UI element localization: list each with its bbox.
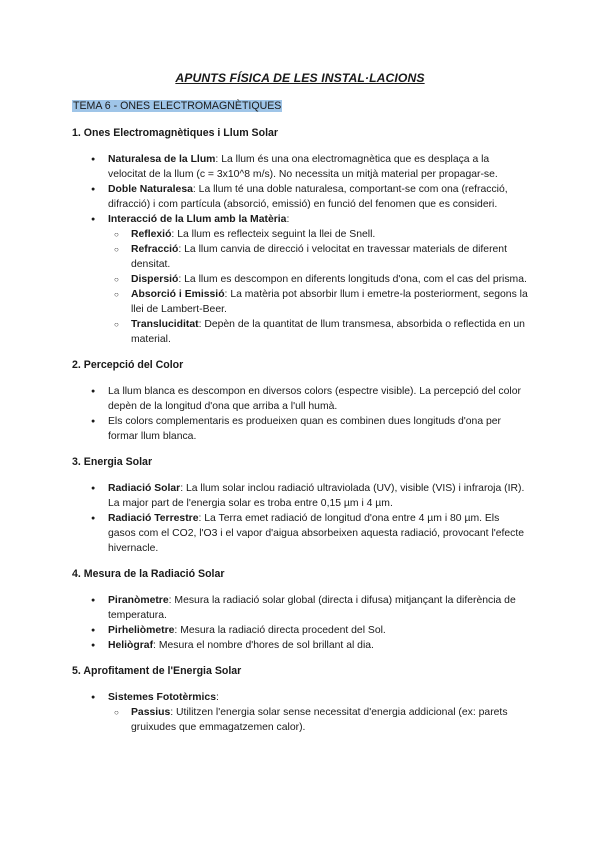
item-term: Refracció [131,244,179,255]
item-text: : Mesura la radiació solar global (directa i difusa) mitjançant la diferència de temperatura. [108,595,516,621]
list-item [108,414,528,444]
section-heading: 3. Energia Solar [72,456,153,468]
item-text: : La llum es descompon en diferents longituds d'ona, com el cas del prisma. [178,274,527,285]
item-text: Els colors complementaris es produeixen quan es combinen dues longituds d'ona per formar llum blanca. [108,416,502,442]
section-heading: 2. Percepció del Color [72,359,184,371]
sub-list-item [131,242,528,272]
item-text: : La llum és una ona electromagnètica que es desplaça a la velocitat de la llum (c = 3x10^8 m/s). No necessita un mitjà material per propagar-se. [108,154,498,180]
tema-line [72,99,528,114]
item-text: : Mesura el nombre d'hores de sol brillant al dia. [153,640,374,651]
item-term: Radiació Solar [108,483,181,494]
list-item [108,593,528,623]
item-term: Dispersió [131,274,179,285]
item-text: : La llum té una doble naturalesa, comportant-se com ona (refracció, difracció) i com partícula (absorció, emissió) en funció del fenomen que es consideri. [108,184,508,210]
item-term: Naturalesa de la Llum [108,154,216,165]
item-text: : Utilitzen l'energia solar sense necessitat d'energia addicional (ex: parets gruixudes que emmagatzemen calor). [131,707,508,733]
item-term: Absorció i Emissió [131,289,225,300]
item-term: Pirheliòmetre [108,625,175,636]
sub-list-item [131,317,528,347]
section-list [72,384,528,444]
section-heading: 1. Ones Electromagnètiques i Llum Solar [72,127,279,139]
item-text: : La matèria pot absorbir llum i emetre-la posteriorment, segons la llei de Lambert-Beer. [131,289,528,315]
document-title: APUNTS FÍSICA DE LES INSTAL·LACIONS [175,71,425,85]
item-term: Heliògraf [108,640,154,651]
section-list [72,690,528,735]
list-item [108,638,528,653]
list-item [108,152,528,182]
list-item [108,511,528,556]
list-item [108,690,528,735]
item-text: : La Terra emet radiació de longitud d'ona entre 4 µm i 80 µm. Els gasos com el CO2, l'O3 i el vapor d'aigua absorbeixen aquesta radiació, provocant l'efecte hivernacle. [108,513,525,554]
item-term: Transluciditat [131,319,199,330]
item-text: : Mesura la radiació directa procedent del Sol. [174,625,386,636]
list-item [108,623,528,638]
item-term: Interacció de la Llum amb la Matèria [108,214,287,225]
sub-list-item [131,705,528,735]
item-text: La llum blanca es descompon en diversos colors (espectre visible). La percepció del color depèn de la longitud d'ona que arriba a l'ull humà. [108,386,521,412]
tema-highlight: TEMA 6 - ONES ELECTROMAGNÈTIQUES [73,100,282,112]
list-item [108,384,528,414]
section-list [72,593,528,653]
section-list [72,481,528,556]
item-term: Doble Naturalesa [108,184,193,195]
section-list [72,152,528,347]
item-text: : [286,214,290,225]
item-text: : La llum canvia de direcció i velocitat en travessar materials de diferent densitat. [131,244,507,270]
item-term: Passius [131,707,171,718]
item-text: : La llum es reflecteix seguint la llei de Snell. [171,229,376,240]
sub-list-item [131,227,528,242]
item-term: Reflexió [131,229,172,240]
item-text: : Depèn de la quantitat de llum transmesa, absorbida o reflectida en un material. [131,319,525,345]
sub-list [108,227,528,347]
item-text: : [216,692,219,703]
list-item [108,182,528,212]
item-term: Piranòmetre [108,595,169,606]
sub-list-item [131,272,528,287]
sub-list-item [131,287,528,317]
item-text: : La llum solar inclou radiació ultraviolada (UV), visible (VIS) i infraroja (IR). La major part de l'energia solar es troba entre 0,15 µm i 4 µm. [108,483,525,509]
list-item [108,481,528,511]
list-item [108,212,528,347]
section-heading: 4. Mesura de la Radiació Solar [72,568,225,580]
item-term: Sistemes Fototèrmics [108,692,216,703]
item-term: Radiació Terrestre [108,513,199,524]
section-heading: 5. Aprofitament de l'Energia Solar [72,665,242,677]
sub-list [108,705,528,735]
